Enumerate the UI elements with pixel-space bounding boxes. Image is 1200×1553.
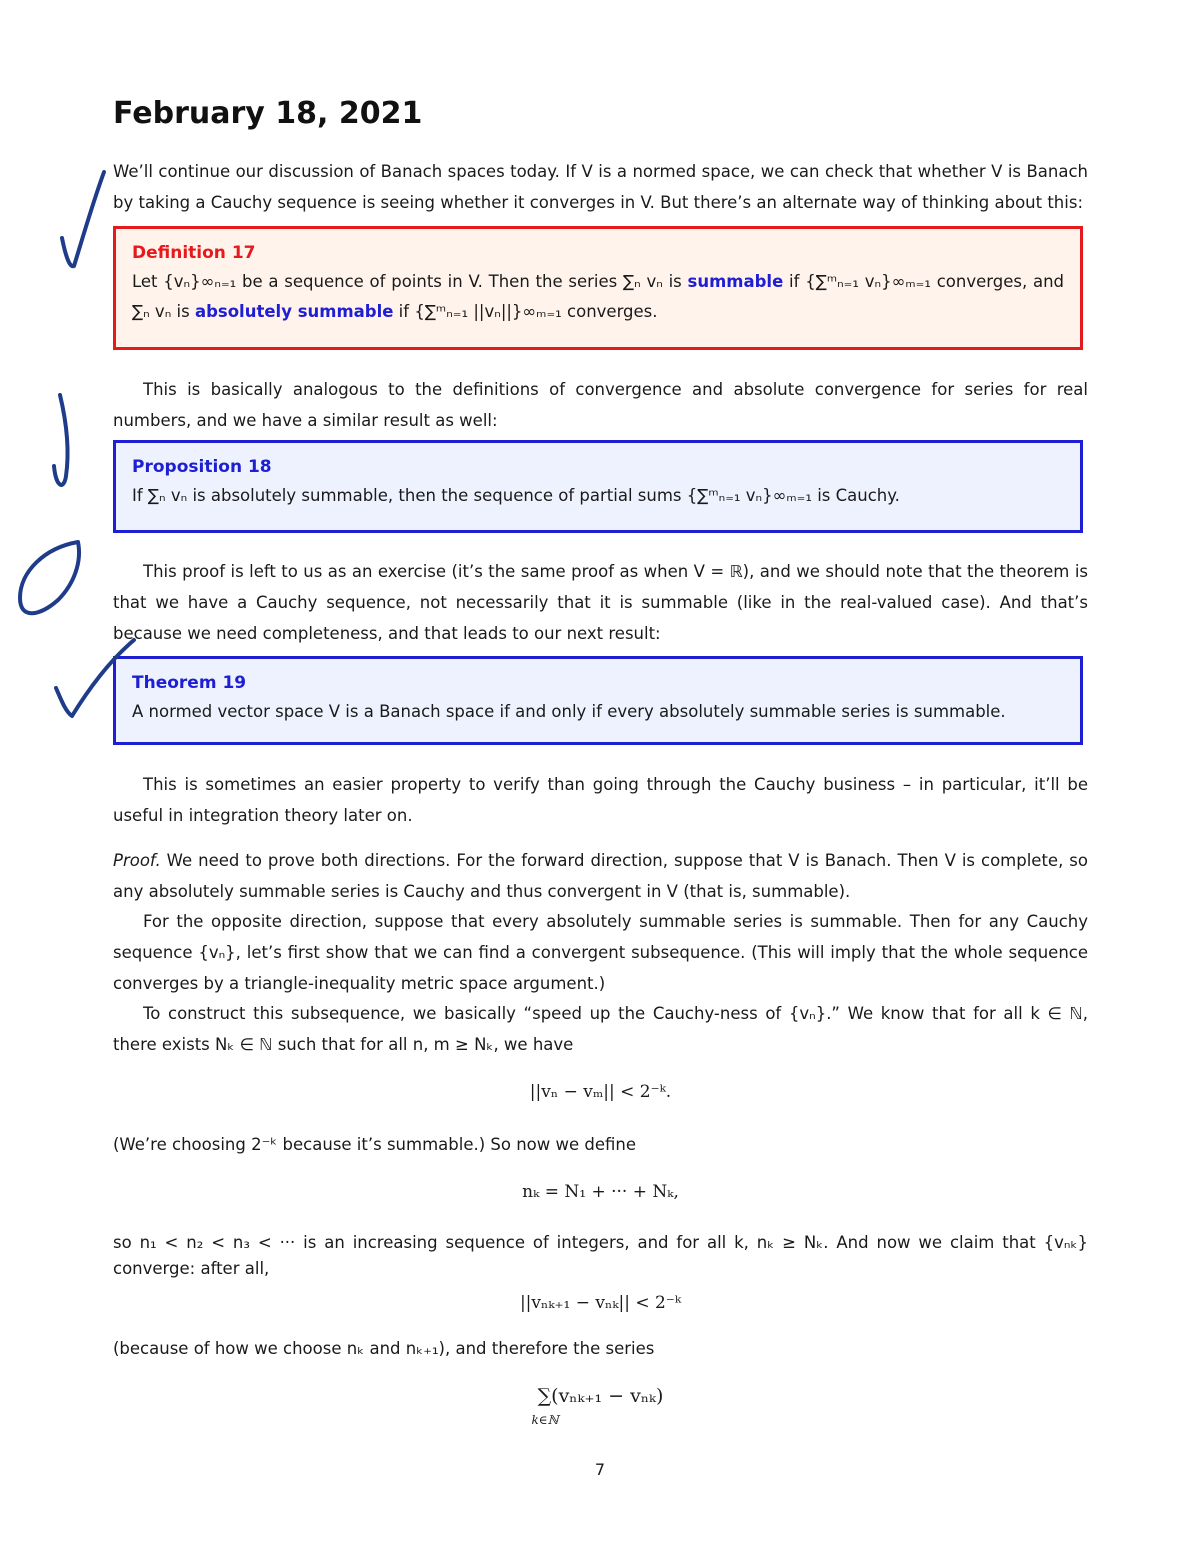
proof-paragraph-1 (113, 845, 1088, 907)
equation-nk-definition: nₖ = N₁ + ··· + Nₖ, (522, 1182, 679, 1202)
definition-text-2: if {∑ᵐₙ₌₁ vₙ}∞ₘ₌₁ converges, and ∑ₙ vₙ is (132, 272, 1065, 321)
definition-text-1: Let {vₙ}∞ₙ₌₁ be a sequence of points in V. Then the series ∑ₙ vₙ is (132, 272, 688, 291)
term-summable: summable (687, 272, 784, 291)
proof-paragraph-4: (We’re choosing 2⁻ᵏ because it’s summable.) So now we define (113, 1135, 637, 1154)
intro-paragraph: We’ll continue our discussion of Banach spaces today. If V is a normed space, we can check that whether V is Banach by taking a Cauchy sequence is seeing whether it converges in V. But there’s an alternate way of thinking about this: (113, 162, 1088, 212)
definition-body (132, 267, 1064, 327)
series-index-label: k∈ℕ (531, 1413, 559, 1427)
definition-text-3: if {∑ᵐₙ₌₁ ||vₙ||}∞ₘ₌₁ converges. (393, 302, 658, 321)
theorem-title: Theorem 19 (132, 673, 247, 693)
definition-box (113, 226, 1083, 350)
proof-paragraph-5: so n₁ < n₂ < n₃ < ··· is an increasing sequence of integers, and for all k, nₖ ≥ Nₖ. And now we claim that {vₙₖ} converge: after all, (113, 1233, 1088, 1278)
equation-subsequence-bound: ||vₙₖ₊₁ − vₙₖ|| < 2⁻ᵏ (519, 1293, 682, 1313)
proof-paragraph-3: To construct this subsequence, we basically “speed up the Cauchy-ness of {vₙ}.” We know that for all k ∈ ℕ, there exists Nₖ ∈ ℕ such that for all n, m ≥ Nₖ, we have (113, 1004, 1088, 1054)
analogy-paragraph: This is basically analogous to the definitions of convergence and absolute convergence for series for real numbers, and we have a similar result as well: (113, 380, 1088, 430)
page-number: 7 (594, 1460, 606, 1479)
proof-paragraph-6: (because of how we choose nₖ and nₖ₊₁), and therefore the series (113, 1339, 655, 1358)
theorem-body: A normed vector space V is a Banach space if and only if every absolutely summable series is summable. (132, 702, 1006, 721)
theorem-box (113, 656, 1083, 745)
proposition-box (113, 440, 1083, 533)
j-mark (54, 395, 68, 485)
exercise-paragraph: This proof is left to us as an exercise (it’s the same proof as when V = ℝ), and we should note that the theorem is that we have a Cauchy sequence, not necessarily that it is summable (like in the real-valued case). And that’s because we need completeness, and that leads to our next result: (113, 562, 1088, 643)
equation-cauchy-bound: ||vₙ − vₘ|| < 2⁻ᵏ. (529, 1082, 672, 1102)
easier-paragraph: This is sometimes an easier property to verify than going through the Cauchy business – in particular, it’ll be useful in integration theory later on. (113, 775, 1088, 825)
proof-label: Proof. (113, 851, 161, 870)
proof-paragraph-2: For the opposite direction, suppose that every absolutely summable series is summable. Then for any Cauchy sequence {vₙ}, let’s first show that we can find a convergent subsequence. (This will imply that the whole sequence converges by a triangle-inequality metric space argument.) (113, 912, 1088, 993)
equation-series: ∑(vₙₖ₊₁ − vₙₖ) (537, 1385, 664, 1407)
proof-text-1: We need to prove both directions. For the forward direction, suppose that V is Banach. Then V is complete, so any absolutely summable series is Cauchy and thus convergent in V (that is, summable). (113, 851, 1088, 901)
proposition-body: If ∑ₙ vₙ is absolutely summable, then the sequence of partial sums {∑ᵐₙ₌₁ vₙ}∞ₘ₌₁ is Cauchy. (132, 486, 900, 505)
definition-title: Definition 17 (132, 243, 256, 263)
check-mark-1 (62, 172, 104, 266)
circle-mark (20, 542, 79, 613)
page-title: February 18, 2021 (113, 96, 423, 131)
term-absolutely-summable: absolutely summable (194, 302, 394, 321)
proposition-title: Proposition 18 (132, 457, 272, 477)
